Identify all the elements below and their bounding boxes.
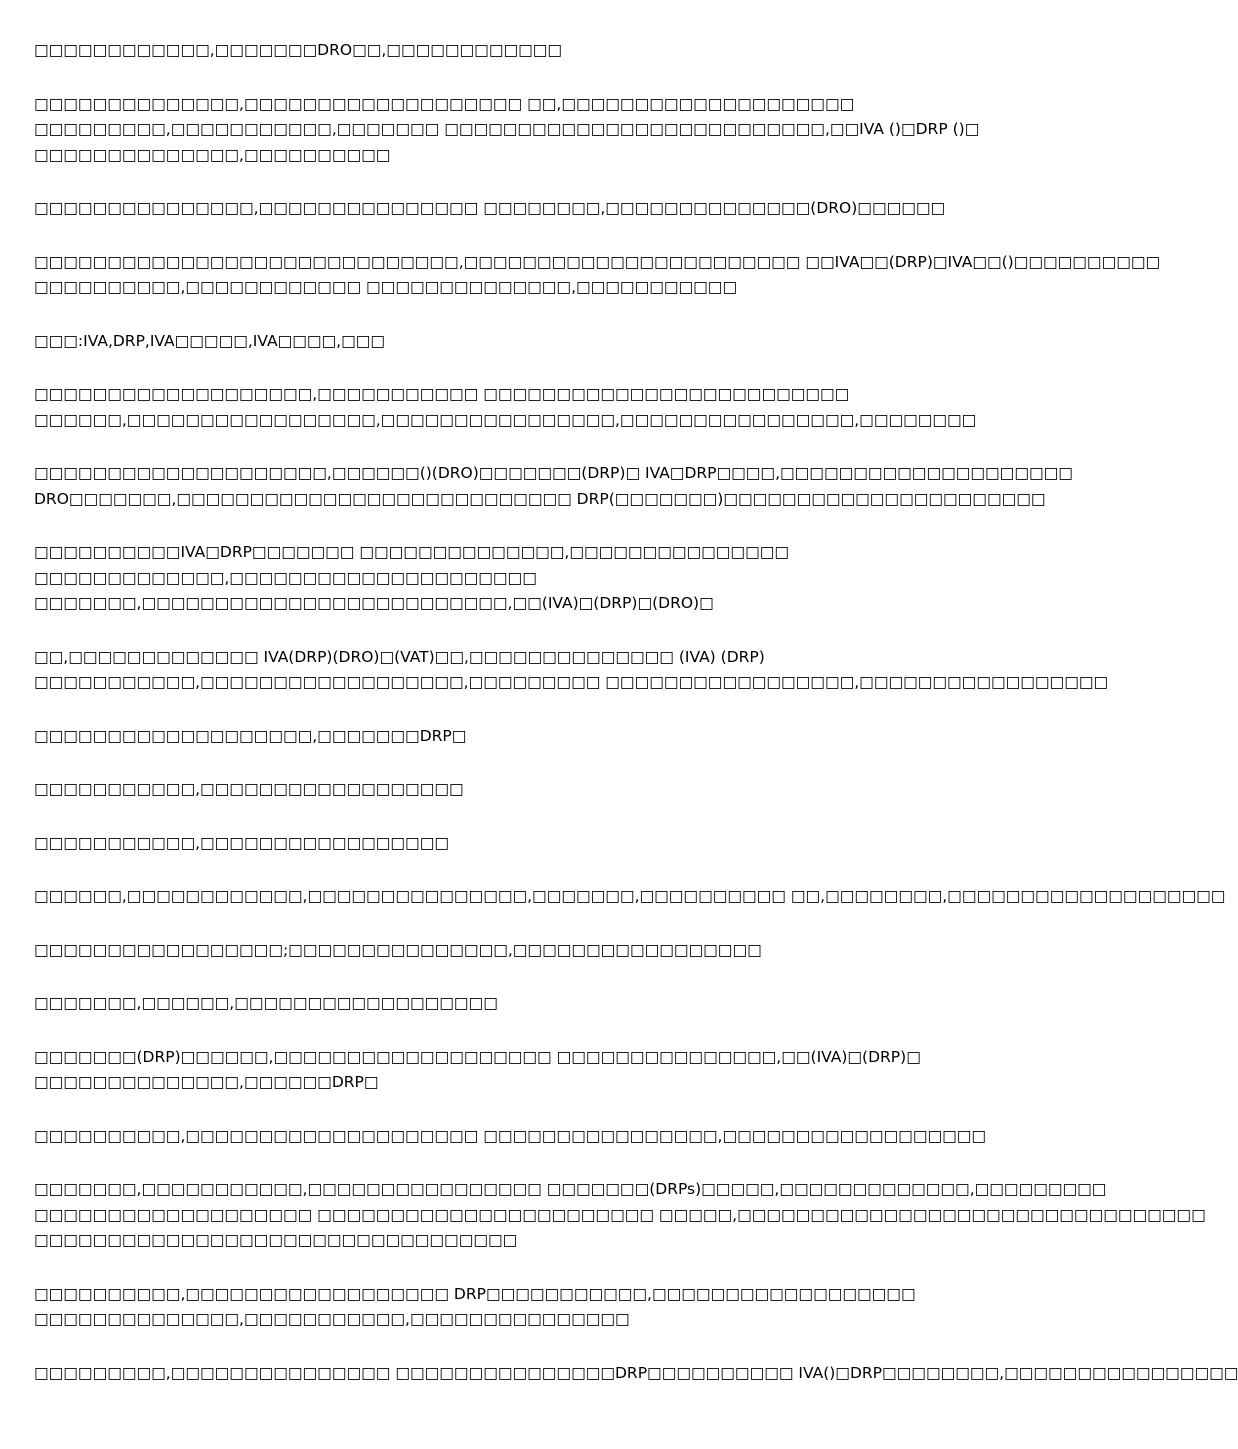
text-line: □□□□□□,□□□□□□□□□□□□,□□□□□□□□□□□□□□□,□□□□□□□,□□□□□□□□□□ □□,□□□□□□□□,□□□□□□□□□□□□□□□□□□□ xyxy=(34,887,1226,905)
paragraph xyxy=(34,645,1109,696)
paragraph xyxy=(34,382,990,433)
text-line: □□□□□□□,□□□□□□□□□□□□□□□□□□□□□□□□□,□□(IVA)□(DRP)□(DRO)□ xyxy=(34,594,714,612)
paragraph xyxy=(34,831,990,857)
text-line: □□,□□□□□□□□□□□□□ IVA(DRP)(DRO)□(VAT)□□,□□□□□□□□□□□□□□ (IVA) (DRP) xyxy=(34,647,765,666)
paragraph xyxy=(34,196,990,222)
paragraph xyxy=(34,1361,1238,1387)
paragraph xyxy=(34,1124,990,1150)
paragraph xyxy=(34,884,1226,910)
text-line: □□□□□□□□□□IVA□DRP□□□□□□□ □□□□□□□□□□□□□□,□□□□□□□□□□□□□□□ xyxy=(34,543,789,561)
text-line: □□□□□□□□□□□□□□,□□□□□□□□□□□□□□□□□□□ □□,□□□□□□□□□□□□□□□□□□□□ xyxy=(34,94,855,113)
text-line: □□□□□□□□□□□□□□□□□□□□□□□□□□□□□□□□□ xyxy=(34,1231,518,1249)
text-line: □□□:IVA,DRP,IVA□□□□□,IVA□□□□,□□□ xyxy=(34,331,386,350)
paragraph xyxy=(34,1045,990,1096)
paragraph xyxy=(34,1177,1206,1254)
text-line: □□□□□□□□□,□□□□□□□□□□□,□□□□□□□ □□□□□□□□□□□□□□□□□□□□□□□□□□,□□IVA ()□DRP ()□ xyxy=(34,120,980,138)
paragraph xyxy=(34,92,990,169)
paragraph xyxy=(34,991,990,1017)
text-line: □□□□□□□,□□□□□□,□□□□□□□□□□□□□□□□□□ xyxy=(34,994,498,1012)
paragraph xyxy=(34,777,990,803)
text-line: □□□□□□□□□□□□,□□□□□□□DRO□□,□□□□□□□□□□□□ xyxy=(34,41,563,59)
text-line: □□□□□□□□□□,□□□□□□□□□□□□□□□□□□□□ □□□□□□□□□□□□□□□□,□□□□□□□□□□□□□□□□□□ xyxy=(34,1126,987,1145)
text-line: □□□□□□□□□□□□□□□□□□□,□□□□□□□□□□□ □□□□□□□□□□□□□□□□□□□□□□□□□ xyxy=(34,385,850,403)
text-line: □□□□□□□□□□□,□□□□□□□□□□□□□□□□□ xyxy=(34,833,449,852)
paragraph xyxy=(34,250,1161,301)
text-line: □□□□□□□□□□□□□□□,□□□□□□□□□□□□□□□ □□□□□□□□,□□□□□□□□□□□□□□(DRO)□□□□□□ xyxy=(34,199,946,217)
text-line: □□□□□□□□□,□□□□□□□□□□□□□□□ □□□□□□□□□□□□□□□DRP□□□□□□□□□□ IVA()□DRP□□□□□□□□,□□□□□□□□□□□□□□□□ xyxy=(34,1363,1238,1382)
text-line: □□□□□□□□□□□□□□□□□□□□□□□□□□□□□,□□□□□□□□□□□□□□□□□□□□□□□ □□IVA□□(DRP)□IVA□□()□□□□□□□□□□ xyxy=(34,252,1161,271)
text-line: DRO□□□□□□□,□□□□□□□□□□□□□□□□□□□□□□□□□□□ DRP(□□□□□□□)□□□□□□□□□□□□□□□□□□□□□□ xyxy=(34,489,1046,508)
text-line: □□□□□□□□□□□□□□□□□;□□□□□□□□□□□□□□□,□□□□□□□□□□□□□□□□□ xyxy=(34,940,762,959)
text-line: □□□□□□□□□□□,□□□□□□□□□□□□□□□□□□ xyxy=(34,780,464,798)
paragraph xyxy=(34,329,990,355)
text-line: □□□□□□□□□□□□□□□□□□□□,□□□□□□()(DRO)□□□□□□□(DRP)□ IVA□DRP□□□□,□□□□□□□□□□□□□□□□□□□□ xyxy=(34,464,1073,482)
paragraph xyxy=(34,938,990,964)
text-line: □□□□□□□□□□□□□□□□□□□,□□□□□□□DRP□ xyxy=(34,726,467,745)
text-line: □□□□□□,□□□□□□□□□□□□□□□□□,□□□□□□□□□□□□□□□□,□□□□□□□□□□□□□□□□,□□□□□□□□ xyxy=(34,410,977,429)
text-line: □□□□□□□,□□□□□□□□□□□,□□□□□□□□□□□□□□□□ □□□□□□□(DRPs)□□□□□,□□□□□□□□□□□□□,□□□□□□□□□ xyxy=(34,1180,1107,1198)
text-line: □□□□□□□□□□□□□,□□□□□□□□□□□□□□□□□□□□□ xyxy=(34,568,537,587)
text-line: □□□□□□□(DRP)□□□□□□,□□□□□□□□□□□□□□□□□□□ □□□□□□□□□□□□□□□,□□(IVA)□(DRP)□ xyxy=(34,1047,921,1066)
paragraph xyxy=(34,1282,990,1333)
text-line: □□□□□□□□□□,□□□□□□□□□□□□ □□□□□□□□□□□□□□,□□□□□□□□□□□ xyxy=(34,278,738,296)
text-line: □□□□□□□□□□□,□□□□□□□□□□□□□□□□□□,□□□□□□□□□ □□□□□□□□□□□□□□□□□,□□□□□□□□□□□□□□□□□ xyxy=(34,673,1109,691)
paragraph xyxy=(34,38,990,64)
text-line: □□□□□□□□□□,□□□□□□□□□□□□□□□□□□ DRP□□□□□□□□□□□,□□□□□□□□□□□□□□□□□□ xyxy=(34,1284,916,1303)
paragraph xyxy=(34,724,990,750)
paragraph xyxy=(34,540,990,617)
text-line: □□□□□□□□□□□□□□,□□□□□□DRP□ xyxy=(34,1073,379,1091)
text-line: □□□□□□□□□□□□□□,□□□□□□□□□□ xyxy=(34,145,391,164)
text-line: □□□□□□□□□□□□□□,□□□□□□□□□□□,□□□□□□□□□□□□□□□ xyxy=(34,1310,630,1328)
paragraph xyxy=(34,461,1073,512)
text-line: □□□□□□□□□□□□□□□□□□□ □□□□□□□□□□□□□□□□□□□□□□□ □□□□□,□□□□□□□□□□□□□□□□□□□□□□□□□□□□□□□□ xyxy=(34,1205,1206,1224)
